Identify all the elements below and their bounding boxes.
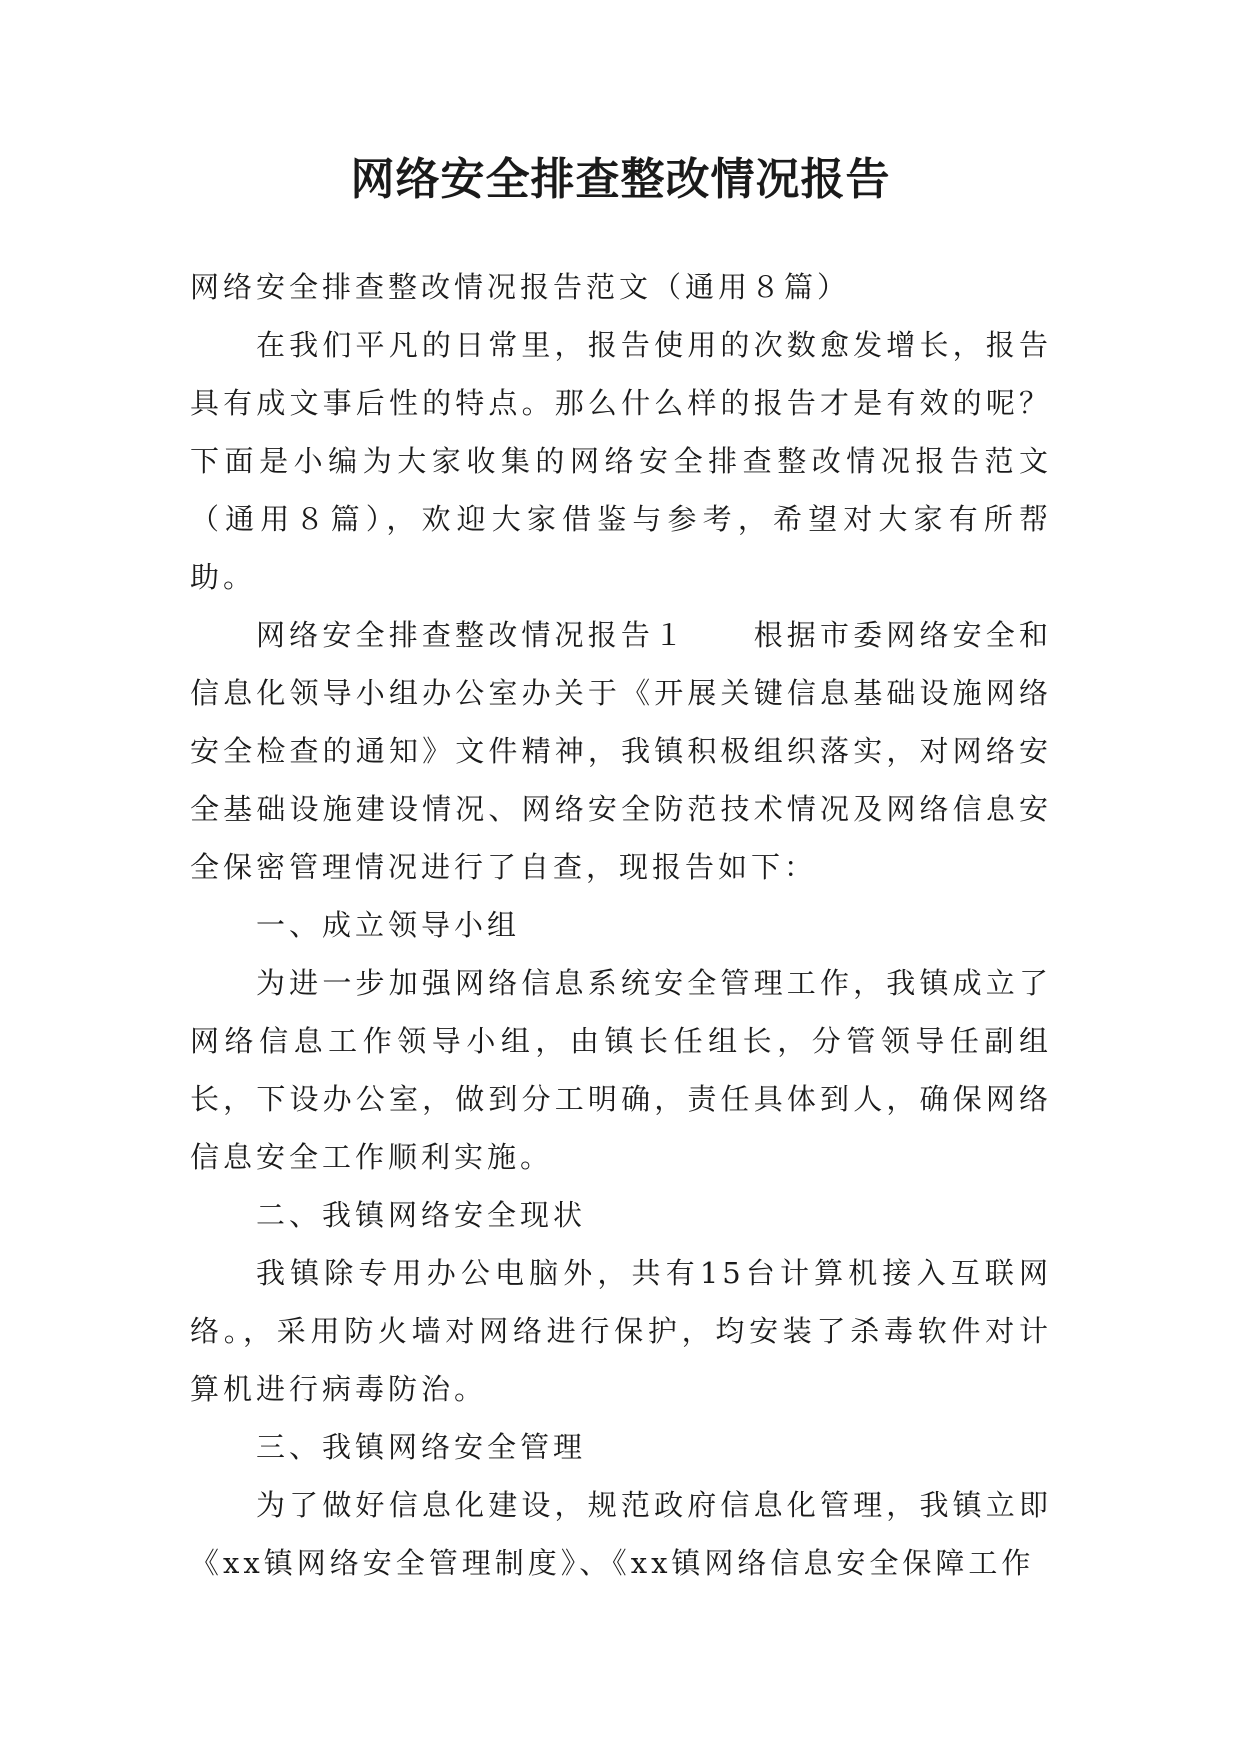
section-heading-2: 二、我镇网络安全现状: [256, 1198, 587, 1232]
intro-paragraph: 在我们平凡的日常里，报告使用的次数愈发增长，报告具有成文事后性的特点。那么什么样的报告才是有效的呢？下面是小编为大家收集的网络安全排查整改情况报告范文（通用８篇），欢迎大家借鉴与参考，希望对大家有所帮助。: [190, 328, 1052, 594]
document-body: [190, 258, 1052, 1592]
subtitle-paragraph: 网络安全排查整改情况报告范文（通用８篇）: [190, 270, 851, 304]
section-3-paragraph: 为了做好信息化建设，规范政府信息化管理，我镇立即《xx镇网络安全管理制度》、《xx镇网络信息安全保障工作: [190, 1488, 1052, 1580]
section-2-paragraph: 我镇除专用办公电脑外，共有15台计算机接入互联网络。，采用防火墙对网络进行保护，均安装了杀毒软件对计算机进行病毒防治。: [190, 1256, 1052, 1406]
section-heading-1: 一、成立领导小组: [256, 908, 521, 942]
report-1-paragraph: 网络安全排查整改情况报告１ 根据市委网络安全和信息化领导小组办公室办关于《开展关键信息基础设施网络安全检查的通知》文件精神，我镇积极组织落实，对网络安全基础设施建设情况、网络安全防范技术情况及网络信息安全保密管理情况进行了自查，现报告如下：: [190, 618, 1052, 884]
section-1-paragraph: 为进一步加强网络信息系统安全管理工作，我镇成立了网络信息工作领导小组，由镇长任组长，分管领导任副组长，下设办公室，做到分工明确，责任具体到人，确保网络信息安全工作顺利实施。: [190, 966, 1052, 1174]
document-title: 网络安全排查整改情况报告: [350, 154, 891, 205]
section-heading-3: 三、我镇网络安全管理: [256, 1430, 587, 1464]
